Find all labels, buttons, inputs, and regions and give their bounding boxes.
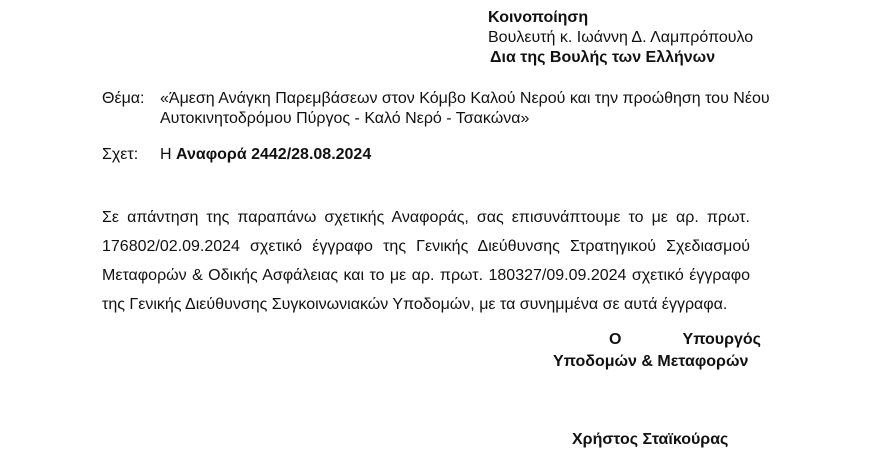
subject-text (160, 89, 800, 129)
body-paragraph (102, 203, 750, 319)
body-line-3: Μεταφορών & Οδικής Ασφάλειας και το με αρ. πρωτ. 180327/09.09.2024 σχετικό έγγραφο (102, 267, 750, 284)
notification-via: Δια της Βουλής των Ελλήνων (490, 49, 716, 66)
signature-article: Ο (609, 331, 622, 348)
notification-recipient: Βουλευτή κ. Ιωάννη Δ. Λαμπρόπουλο (488, 29, 754, 46)
notification-block (488, 8, 848, 68)
reference-text (160, 145, 371, 164)
signature-ministry: Υποδομών & Μεταφορών (553, 353, 749, 370)
subject-label: Θέμα: (102, 90, 145, 107)
notification-heading: Κοινοποίηση (488, 9, 589, 26)
body-line-2: 176802/02.09.2024 σχετικό έγγραφο της Γενικής Διεύθυνσης Στρατηγικού Σχεδιασμού (102, 238, 750, 255)
reference-label: Σχετ: (102, 146, 139, 163)
reference-value: Αναφορά 2442/28.08.2024 (176, 146, 372, 163)
subject-line-2: Αυτοκινητοδρόμου Πύργος - Καλό Νερό - Τσακώνα» (160, 110, 530, 127)
signature-title-line (609, 330, 761, 349)
body-line-4: της Γενικής Διεύθυνσης Συγκοινωνιακών Υποδομών, με τα συνημμένα σε αυτά έγγραφα. (102, 296, 728, 313)
signature-title: Υπουργός (682, 331, 761, 348)
reference-prefix: Η (160, 146, 172, 163)
subject-line-1: «Άμεση Ανάγκη Παρεμβάσεων στον Κόμβο Καλού Νερού και την προώθηση του Νέου (160, 90, 770, 107)
body-line-1: Σε απάντηση της παραπάνω σχετικής Αναφοράς, σας επισυνάπτουμε το με αρ. πρωτ. (102, 209, 750, 226)
signatory-name: Χρήστος Σταϊκούρας (572, 431, 729, 448)
